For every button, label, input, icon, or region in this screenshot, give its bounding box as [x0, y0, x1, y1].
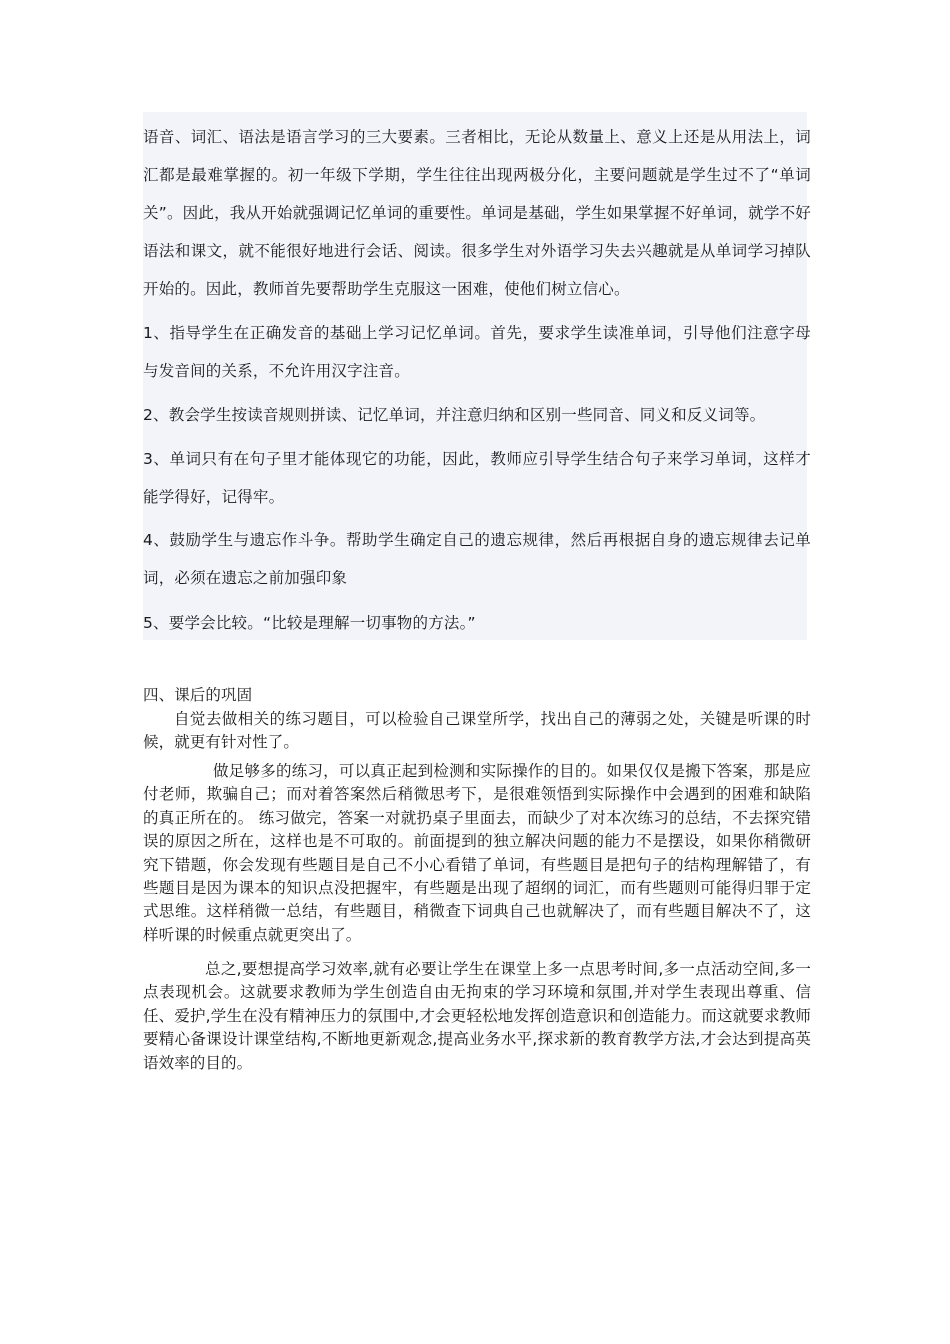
list-item-5: 5、要学会比较。“比较是理解一切事物的方法。”: [143, 614, 476, 632]
section-paragraph-3: 总之,要想提高学习效率,就有必要让学生在课堂上多一点思考时间,多一点活动空间,多一点表现机会。这就要求教师为学生创造自由无拘束的学习环境和氛围,并对学生表现出尊重、信任、爱护,学生在没有精神压力的氛围中,才会更轻松地发挥创造意识和创造能力。而这就要求教师要精心备课设计课堂结构,不断地更新观念,提高业务水平,探求新的教育教学方法,才会达到提高英语效率的目的。: [143, 960, 811, 1072]
list-item-4: 4、鼓励学生与遗忘作斗争。帮助学生确定自己的遗忘规律，然后再根据自身的遗忘规律去记单词，必须在遗忘之前加强印象: [143, 531, 811, 587]
section-paragraph-1: 自觉去做相关的练习题目，可以检验自己课堂所学，找出自己的薄弱之处，关键是听课的时候，就更有针对性了。: [143, 710, 811, 752]
list-item-3: 3、单词只有在句子里才能体现它的功能，因此，教师应引导学生结合句子来学习单词，这样才能学得好，记得牢。: [143, 450, 811, 506]
list-item-2: 2、教会学生按读音规则拼读、记忆单词，并注意归纳和区别一些同音、同义和反义词等。: [143, 406, 766, 424]
list-item-1: 1、指导学生在正确发音的基础上学习记忆单词。首先，要求学生读准单词，引导他们注意字母与发音间的关系，不允许用汉字注音。: [143, 324, 811, 380]
section-paragraph-2: 做足够多的练习，可以真正起到检测和实际操作的目的。如果仅仅是搬下答案，那是应付老师，欺骗自己；而对着答案然后稍微思考下，是很难领悟到实际操作中会遇到的困难和缺陷的真正所在的。 练习做完，答案一对就扔桌子里面去，而缺少了对本次练习的总结，不去探究错误的原因之所在，这样也是不可取的。前面提到的独立解决问题的能力不是摆设，如果你稍微研究下错题，你会发现有些题目是自己不小心看错了单词，有些题目是把句子的结构理解错了，有些题目是因为课本的知识点没把握牢，有些题是出现了超纲的词汇，而有些题则可能得归罪于定式思维。这样稍微一总结，有些题目，稍微查下词典自己也就解决了，而有些题目解决不了，这样听课的时候重点就更突出了。: [143, 762, 811, 944]
section-heading: 四、课后的巩固: [143, 686, 253, 704]
intro-paragraph: 语音、词汇、语法是语言学习的三大要素。三者相比，无论从数量上、意义上还是从用法上，词汇都是最难掌握的。初一年级下学期，学生往往出现两极分化，主要问题就是学生过不了“单词关”。因此，我从开始就强调记忆单词的重要性。单词是基础，学生如果掌握不好单词，就学不好语法和课文，就不能很好地进行会话、阅读。很多学生对外语学习失去兴趣就是从单词学习掉队开始的。因此，教师首先要帮助学生克服这一困难，使他们树立信心。: [143, 128, 811, 298]
